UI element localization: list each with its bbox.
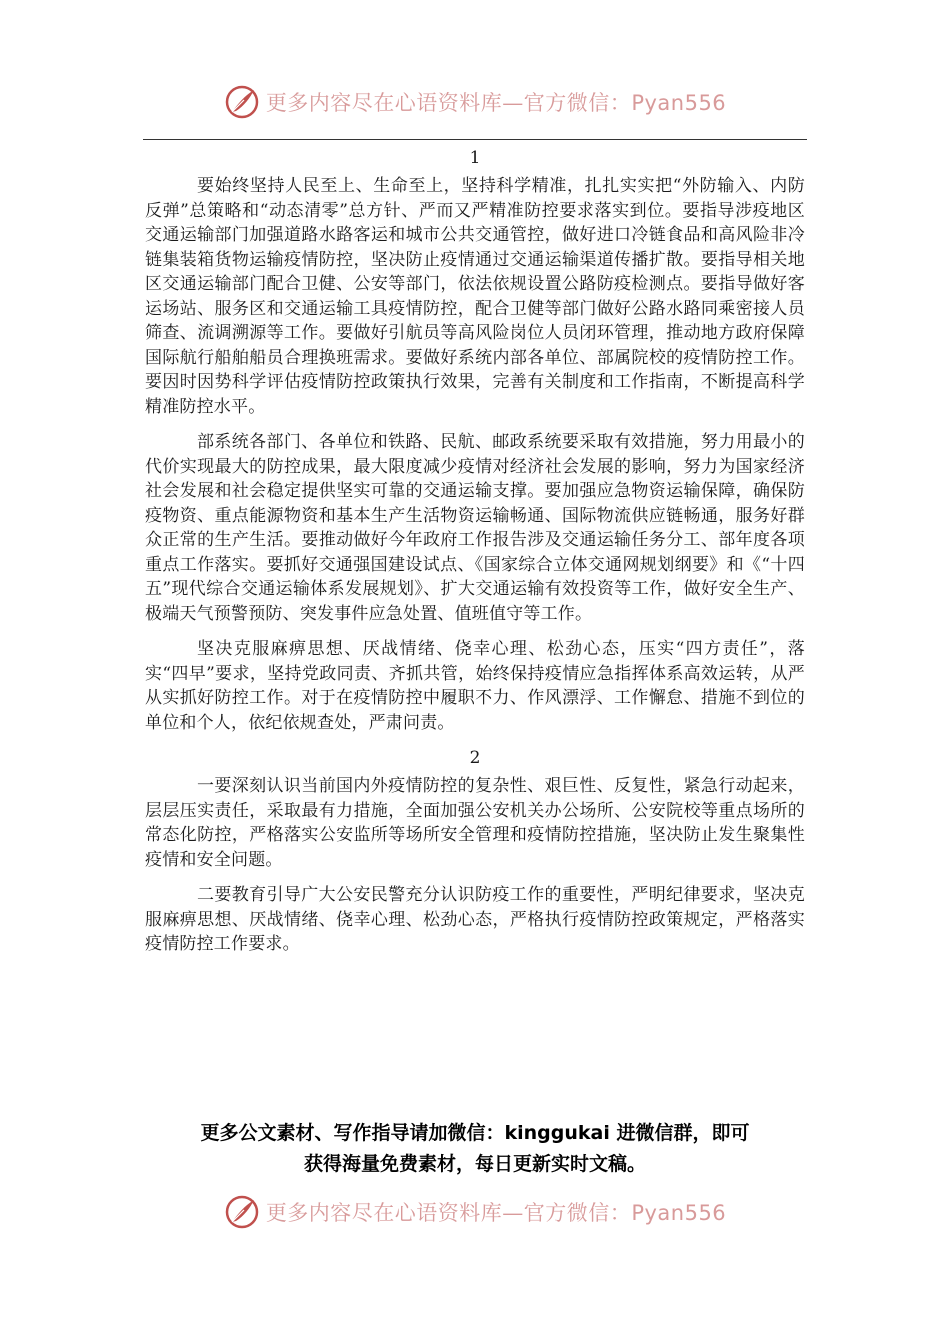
- section-number: 2: [469, 748, 481, 768]
- section-1: [145, 146, 805, 735]
- header-banner: [0, 80, 950, 124]
- section-number: 1: [469, 148, 481, 168]
- document-body: [145, 146, 805, 968]
- banner-text: [266, 87, 726, 117]
- paragraph: 一要深刻认识当前国内外疫情防控的复杂性、艰巨性、反复性，紧急行动起来，层层压实责任，采取最有力措施，全面加强公安机关办公场所、公安院校等重点场所的常态化防控，严格落实公安监所等场所安全管理和疫情防控措施，坚决防止发生聚集性疫情和安全问题。: [145, 776, 805, 870]
- paragraph: 二要教育引导广大公安民警充分认识防疫工作的重要性，严明纪律要求，坚决克服麻痹思想、厌战情绪、侥幸心理、松劲心态，严格执行疫情防控政策规定，严格落实疫情防控工作要求。: [145, 885, 805, 954]
- paragraph: 部系统各部门、各单位和铁路、民航、邮政系统要采取有效措施，努力用最小的代价实现最大的防控成果，最大限度减少疫情对经济社会发展的影响，努力为国家经济社会发展和社会稳定提供坚实可靠的交通运输支撑。要加强应急物资运输保障，确保防疫物资、重点能源物资和基本生产生活物资运输畅通、国际物流供应链畅通，服务好群众正常的生产生活。要推动做好今年政府工作报告涉及交通运输任务分工、部年度各项重点工作落实。要抓好交通强国建设试点、《国家综合立体交通网规划纲要》和《“十四五”现代综合交通运输体系发展规划》、扩大交通运输有效投资等工作，做好安全生产、极端天气预警预防、突发事件应急处置、值班值守等工作。: [145, 432, 805, 624]
- paragraph: 要始终坚持人民至上、生命至上，坚持科学精准，扎扎实实把“外防输入、内防反弹”总策略和“动态清零”总方针、严而又严精准防控要求落实到位。要指导涉疫地区交通运输部门加强道路水路客运和城市公共交通管控，做好进口冷链食品和高风险非冷链集装箱货物运输疫情防控，坚决防止疫情通过交通运输渠道传播扩散。要指导相关地区交通运输部门配合卫健、公安等部门，依法依规设置公路防疫检测点。要指导做好客运场站、服务区和交通运输工具疫情防控，配合卫健等部门做好公路水路同乘密接人员筛查、流调溯源等工作。要做好引航员等高风险岗位人员闭环管理，推动地方政府保障国际航行船舶船员合理换班需求。要做好系统内部各单位、部属院校的疫情防控工作。要因时因势科学评估疫情防控政策执行效果，完善有关制度和工作指南，不断提高科学精准防控水平。: [145, 176, 805, 417]
- promo-notice: [120, 1118, 830, 1180]
- footer-banner: [0, 1190, 950, 1234]
- paragraph: 坚决克服麻痹思想、厌战情绪、侥幸心理、松劲心态，压实“四方责任”，落实“四早”要求，坚持党政同责、齐抓共管，始终保持疫情应急指挥体系高效运转，从严从实抓好防控工作。对于在疫情防控中履职不力、作风漂浮、工作懈怠、措施不到位的单位和个人，依纪依规查处，严肃问责。: [145, 639, 805, 733]
- promo-line-1: 更多公文素材、写作指导请加微信：kinggukai 进微信群，即可: [200, 1122, 750, 1144]
- quill-logo-icon: [224, 1194, 260, 1230]
- header-divider: [143, 139, 807, 140]
- banner-text: [266, 1197, 726, 1227]
- banner-label: 更多内容尽在心语资料库—官方微信：: [265, 1201, 632, 1225]
- wechat-id: Pyan556: [631, 91, 727, 115]
- section-2: [145, 746, 805, 957]
- wechat-id: Pyan556: [631, 1201, 727, 1225]
- promo-line-2: 获得海量免费素材，每日更新实时文稿。: [303, 1153, 646, 1175]
- quill-logo-icon: [224, 84, 260, 120]
- banner-label: 更多内容尽在心语资料库—官方微信：: [265, 91, 632, 115]
